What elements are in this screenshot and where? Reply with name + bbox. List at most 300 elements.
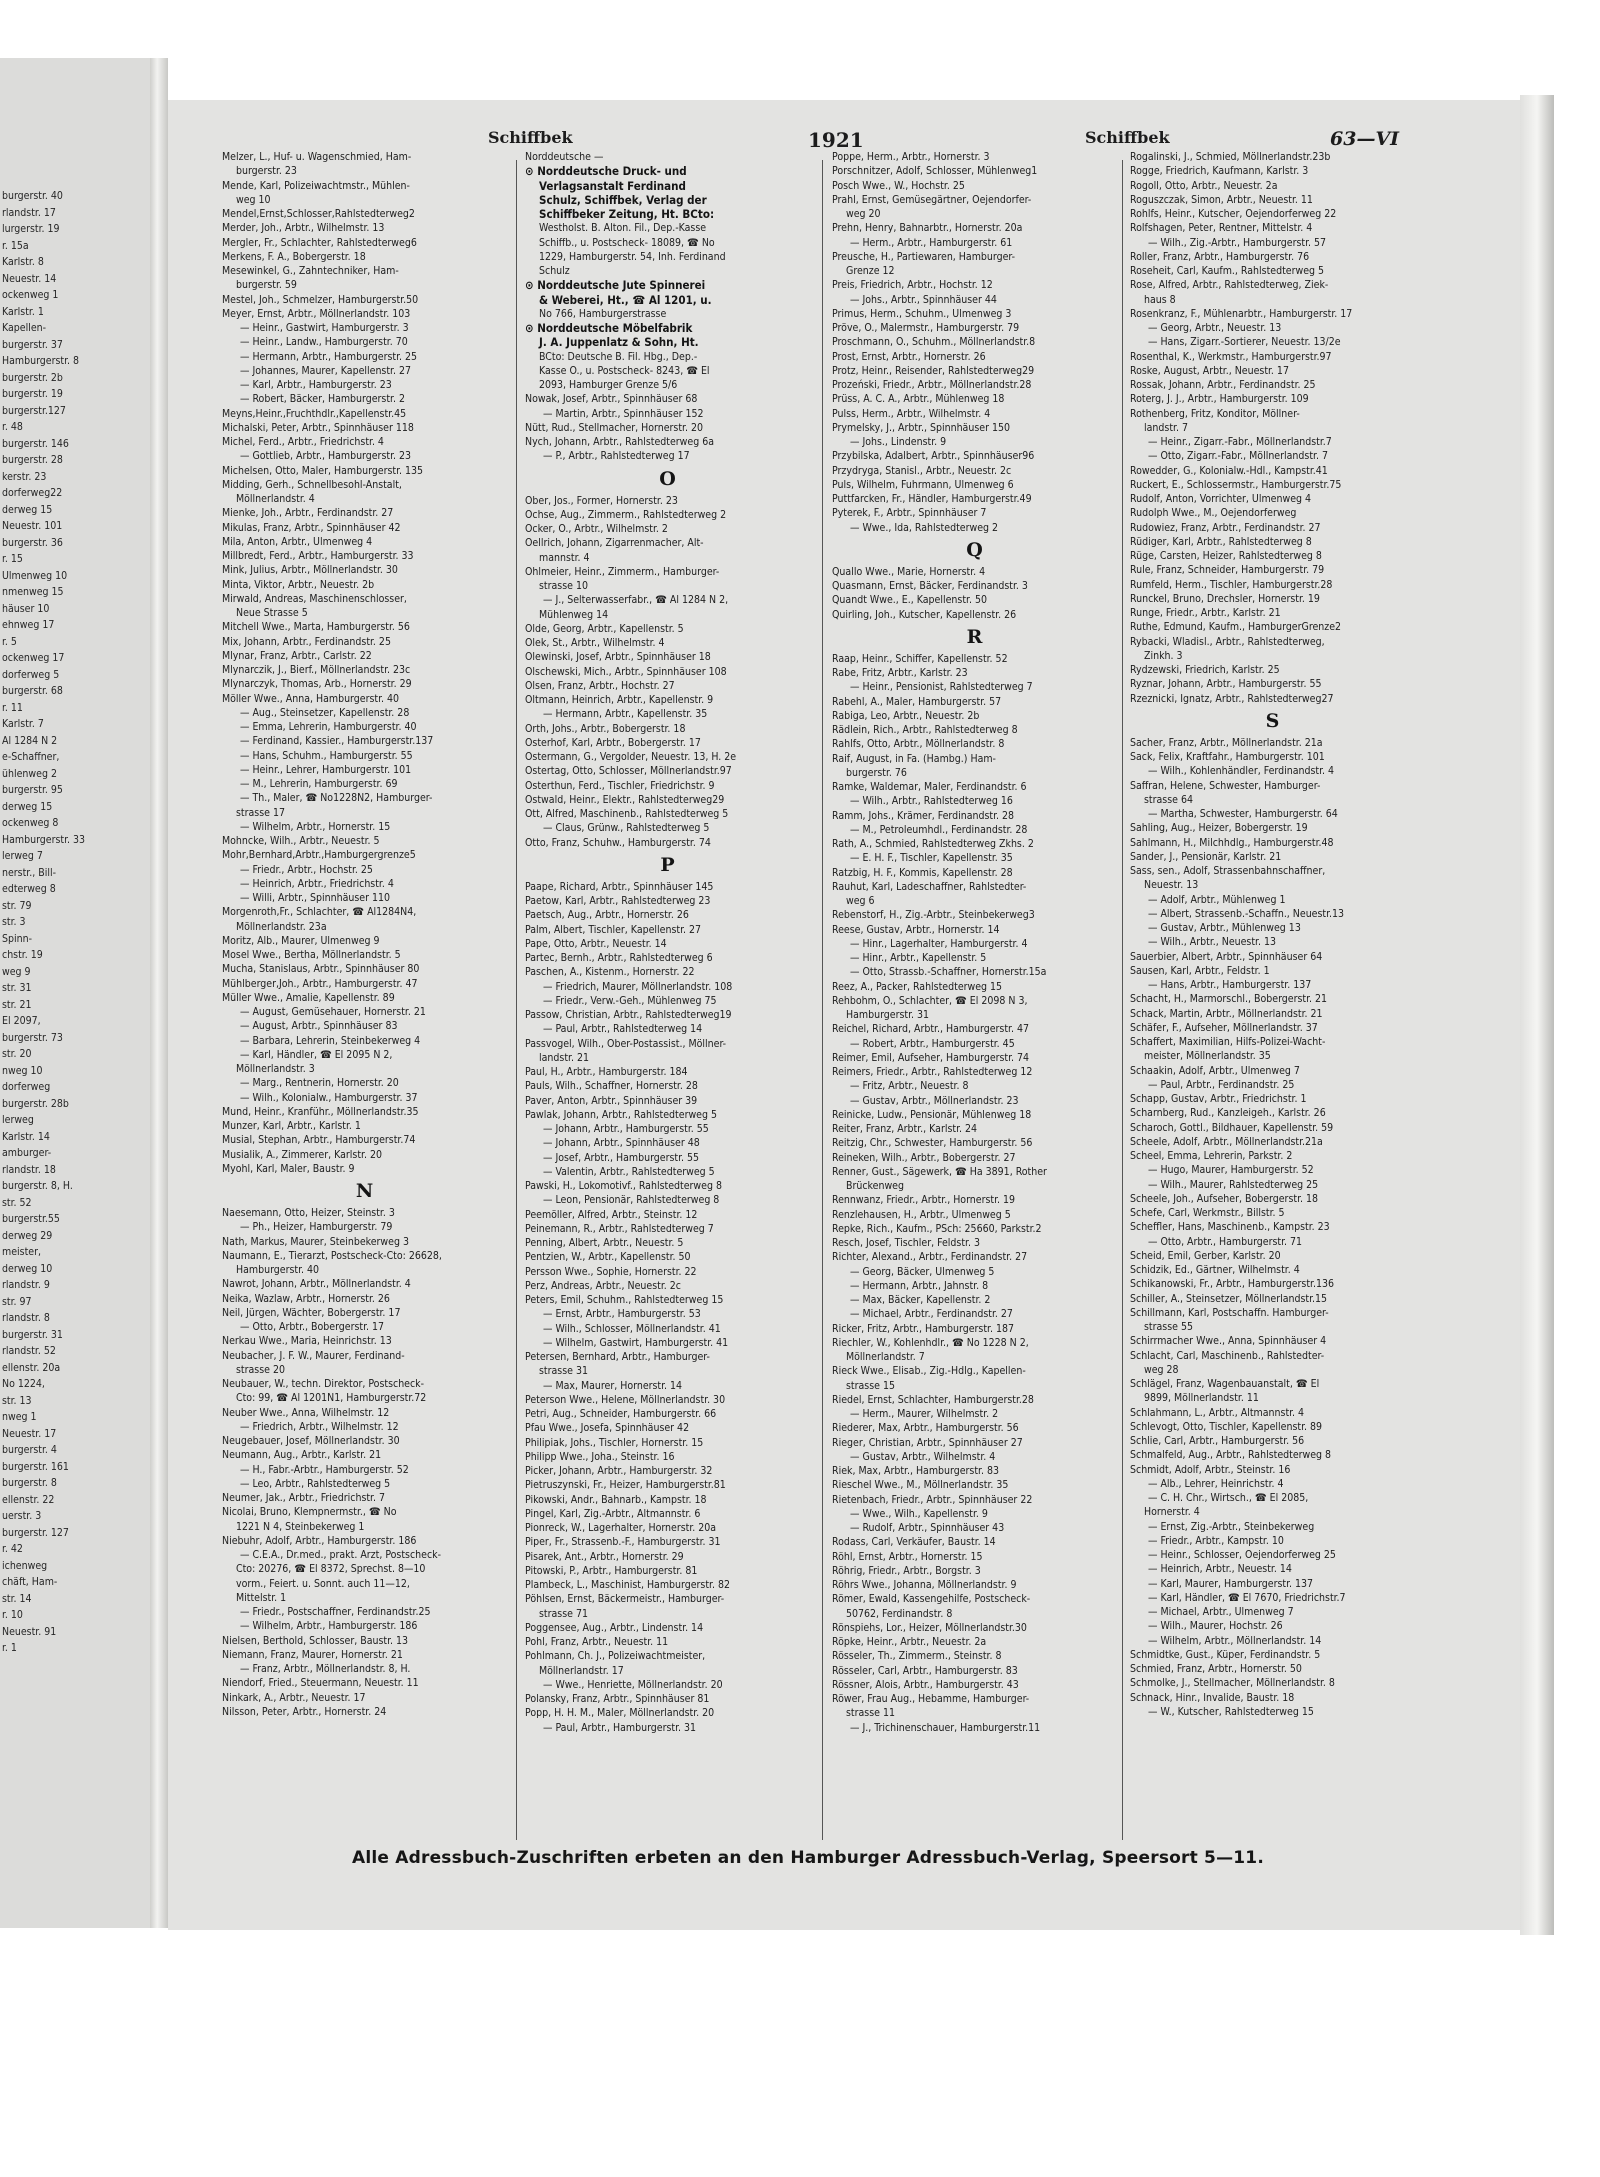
directory-entry: Schmied, Franz, Arbtr., Hornerstr. 50 <box>1130 1663 1302 1675</box>
directory-entry: Scheel, Emma, Lehrerin, Parkstr. 2 <box>1130 1150 1293 1162</box>
fragment-line: Spinn- <box>2 932 33 945</box>
directory-entry: — Otto, Zigarr.-Fabr., Möllnerlandstr. 7 <box>1148 450 1328 463</box>
fragment-line: rlandstr. 18 <box>2 1163 56 1176</box>
directory-entry: Petersen, Bernhard, Arbtr., Hamburger- <box>525 1351 710 1363</box>
directory-entry: — Ph., Heizer, Hamburgerstr. 79 <box>240 1221 393 1234</box>
book-gutter <box>150 58 168 1928</box>
fragment-line: r. 48 <box>2 421 23 433</box>
directory-entry: Oellrich, Johann, Zigarrenmacher, Alt- <box>525 537 704 550</box>
fragment-line: burgerstr.55 <box>2 1213 60 1225</box>
directory-entry: Quasmann, Ernst, Bäcker, Ferdinandstr. 3 <box>832 580 1028 592</box>
directory-entry: Proschmann, O., Schuhm., Möllnerlandstr.8 <box>832 336 1036 349</box>
directory-entry: Pawlak, Johann, Arbtr., Rahlstedterweg 5 <box>525 1108 718 1121</box>
directory-entry: Sausen, Karl, Arbtr., Feldstr. 1 <box>1130 964 1270 977</box>
directory-entry: Schack, Martin, Arbtr., Möllnerlandstr. 21 <box>1130 1007 1323 1020</box>
directory-entry: Quirling, Joh., Kutscher, Kapellenstr. 26 <box>832 608 1017 621</box>
directory-entry: — Friedr., Arbtr., Kampstr. 10 <box>1148 1534 1284 1547</box>
directory-entry: Orth, Johs., Arbtr., Bobergerstr. 18 <box>525 722 686 735</box>
directory-entry: Schapp, Gustav, Arbtr., Friedrichstr. 1 <box>1130 1093 1307 1105</box>
fragment-line: r. 42 <box>2 1543 23 1555</box>
entry-continuation: Brückenweg <box>846 1180 904 1192</box>
fragment-line: lerweg 7 <box>2 850 43 862</box>
directory-entry: Neumer, Jak., Arbtr., Friedrichstr. 7 <box>222 1492 385 1504</box>
directory-entry: Rieck Wwe., Elisab., Zig.-Hdlg., Kapellen- <box>832 1365 1026 1378</box>
directory-entry: — Johs., Arbtr., Spinnhäuser 44 <box>850 293 997 306</box>
directory-entry: Rietenbach, Friedr., Arbtr., Spinnhäuser 22 <box>832 1493 1033 1506</box>
page-edge <box>1520 95 1554 1935</box>
directory-entry: — Rudolf, Arbtr., Spinnhäuser 43 <box>850 1522 1005 1534</box>
fragment-line: burgerstr. 127 <box>2 1526 69 1539</box>
directory-entry: Rumfeld, Herm., Tischler, Hamburgerstr.28 <box>1130 578 1333 591</box>
directory-entry: Mosel Wwe., Bertha, Möllnerlandstr. 5 <box>222 949 401 961</box>
directory-entry: Ochse, Aug., Zimmerm., Rahlstedterweg 2 <box>525 508 727 521</box>
directory-entry: Müller Wwe., Amalie, Kapellenstr. 89 <box>222 991 395 1004</box>
directory-entry: Ramm, Johs., Krämer, Ferdinandstr. 28 <box>832 809 1015 822</box>
directory-entry: — Hans, Schuhm., Hamburgerstr. 55 <box>240 749 413 762</box>
directory-entry: Rule, Franz, Schneider, Hamburgerstr. 79 <box>1130 564 1325 577</box>
fragment-line: No 1224, <box>2 1378 45 1390</box>
directory-entry: — Wilhelm, Arbtr., Möllnerlandstr. 14 <box>1148 1634 1322 1647</box>
directory-entry: — Ernst, Zig.-Arbtr., Steinbekerweg <box>1148 1520 1315 1533</box>
directory-entry: Posch Wwe., W., Hochstr. 25 <box>832 179 965 192</box>
fragment-line: rlandstr. 9 <box>2 1279 50 1291</box>
directory-entry: Paschen, A., Kistenm., Hornerstr. 22 <box>525 966 695 979</box>
fragment-line: edterweg 8 <box>2 883 56 895</box>
directory-entry: Mink, Julius, Arbtr., Möllnerlandstr. 30 <box>222 564 398 577</box>
fragment-line: Karlstr. 14 <box>2 1130 50 1143</box>
directory-entry: Oltmann, Heinrich, Arbtr., Kapellenstr. 9 <box>525 694 714 706</box>
fragment-line: burgerstr.127 <box>2 404 66 417</box>
fragment-line: str. 52 <box>2 1196 32 1209</box>
directory-entry: Poppe, Herm., Arbtr., Hornerstr. 3 <box>832 151 990 163</box>
directory-entry: — Alb., Lehrer, Heinrichstr. 4 <box>1148 1477 1284 1490</box>
directory-entry: Schmalfeld, Aug., Arbtr., Rahlstedterweg 8 <box>1130 1449 1332 1462</box>
directory-entry: Rüge, Carsten, Heizer, Rahlstedterweg 8 <box>1130 550 1322 562</box>
directory-entry: Neubauer, W., techn. Direktor, Postscheck- <box>222 1378 425 1390</box>
directory-entry: — Herm., Arbtr., Hamburgerstr. 61 <box>850 236 1013 249</box>
directory-entry: — Max, Bäcker, Kapellenstr. 2 <box>850 1294 991 1306</box>
fragment-line: Hamburgerstr. 33 <box>2 833 86 846</box>
directory-entry: Mitchell Wwe., Marta, Hamburgerstr. 56 <box>222 621 410 634</box>
fragment-line: dorferweg22 <box>2 487 63 499</box>
fragment-line: meister, <box>2 1246 41 1258</box>
directory-entry: Rosenkranz, F., Mühlenarbtr., Hamburgerstr. 17 <box>1130 307 1353 320</box>
directory-entry: Norddeutsche — <box>525 151 604 163</box>
directory-entry: Paetow, Karl, Arbtr., Rahlstedterweg 23 <box>525 895 711 907</box>
entry-continuation: Mühlenweg 14 <box>539 608 609 621</box>
directory-entry: Schaakin, Adolf, Arbtr., Ulmenweg 7 <box>1130 1064 1300 1077</box>
directory-entry: Reineken, Wilh., Arbtr., Bobergerstr. 27 <box>832 1151 1016 1164</box>
directory-entry: Rudowiez, Franz, Arbtr., Ferdinandstr. 27 <box>1130 521 1321 534</box>
directory-entry: Meyns,Heinr.,Fruchthdlr.,Kapellenstr.45 <box>222 407 407 420</box>
fragment-line: burgerstr. 28 <box>2 454 63 466</box>
directory-entry: — Heinr., Pensionist, Rahlstedterweg 7 <box>850 681 1033 694</box>
directory-entry: Scharoch, Gottl., Bildhauer, Kapellenstr. 59 <box>1130 1121 1334 1134</box>
running-head-year: 1921 <box>808 128 864 152</box>
entry-continuation: strasse 11 <box>846 1707 895 1720</box>
fragment-line: burgerstr. 28b <box>2 1097 69 1110</box>
fragment-line: str. 3 <box>2 916 26 928</box>
directory-entry: Roske, August, Arbtr., Neuestr. 17 <box>1130 364 1289 377</box>
directory-entry: — Robert, Arbtr., Hamburgerstr. 45 <box>850 1037 1015 1050</box>
directory-entry: Schaffert, Maximilian, Hilfs-Polizei-Wacht- <box>1130 1036 1326 1048</box>
directory-entry: Olde, Georg, Arbtr., Kapellenstr. 5 <box>525 622 684 635</box>
directory-entry: Mlynarczik, J., Bierf., Möllnerlandstr. 23c <box>222 664 411 676</box>
fragment-line: burgerstr. 4 <box>2 1444 57 1456</box>
directory-entry: Rudolph Wwe., M., Oejendorferweg <box>1130 507 1297 520</box>
directory-entry: Runge, Friedr., Arbtr., Karlstr. 21 <box>1130 607 1281 619</box>
directory-entry: Rebenstorf, H., Zig.-Arbtr., Steinbekerweg3 <box>832 909 1035 922</box>
fragment-line: burgerstr. 31 <box>2 1328 63 1341</box>
section-letter: R <box>966 625 983 648</box>
directory-entry: Partec, Bernh., Arbtr., Rahlstedterweg 6 <box>525 952 713 964</box>
entry-continuation: landstr. 7 <box>1144 421 1188 434</box>
directory-entry: Poggensee, Aug., Arbtr., Lindenstr. 14 <box>525 1621 704 1634</box>
directory-entry: — Herm., Maurer, Wilhelmstr. 2 <box>850 1408 999 1420</box>
directory-entry: — Georg, Bäcker, Ulmenweg 5 <box>850 1265 995 1278</box>
directory-entry: — Wilhelm, Arbtr., Hamburgerstr. 186 <box>240 1620 418 1633</box>
directory-entry: — Friedr., Arbtr., Hochstr. 25 <box>240 863 373 876</box>
directory-entry: Riek, Max, Arbtr., Hamburgerstr. 83 <box>832 1465 999 1477</box>
fragment-line: chäft, Ham- <box>2 1576 58 1588</box>
directory-entry: Ramke, Waldemar, Maler, Ferdinandstr. 6 <box>832 781 1027 793</box>
directory-entry: Osterthun, Ferd., Tischler, Friedrichstr. 9 <box>525 779 715 792</box>
section-letter: O <box>659 467 676 490</box>
entry-continuation: strasse 15 <box>846 1379 895 1392</box>
fragment-line: derweg 29 <box>2 1229 53 1242</box>
fragment-line: burgerstr. 95 <box>2 784 63 796</box>
directory-entry: Möller Wwe., Anna, Hamburgerstr. 40 <box>222 692 400 705</box>
directory-entry: — Fritz, Arbtr., Neuestr. 8 <box>850 1080 969 1093</box>
entry-continuation: No 766, Hamburgerstrasse <box>539 307 667 320</box>
directory-entry: Ryznar, Johann, Arbtr., Hamburgerstr. 55 <box>1130 678 1322 691</box>
directory-entry: — Claus, Grünw., Rahlstedterweg 5 <box>543 822 710 835</box>
directory-entry: Ostertag, Otto, Schlosser, Möllnerlandstr.97 <box>525 765 732 778</box>
directory-entry: — Gustav, Arbtr., Wilhelmstr. 4 <box>850 1450 996 1463</box>
entry-continuation: Neue Strasse 5 <box>236 607 308 619</box>
directory-entry: Munzer, Karl, Arbtr., Karlstr. 1 <box>222 1120 361 1132</box>
directory-entry: Midding, Gerh., Schnellbesohl-Anstalt, <box>222 478 402 491</box>
company-advert-line: J. A. Juppenlatz & Sohn, Ht. <box>539 335 699 350</box>
directory-entry: Raap, Heinr., Schiffer, Kapellenstr. 52 <box>832 652 1008 665</box>
directory-entry: Plambeck, L., Maschinist, Hamburgerstr. 82 <box>525 1579 730 1591</box>
fragment-line: Neuestr. 17 <box>2 1427 57 1440</box>
directory-entry: — Johann, Arbtr., Hamburgerstr. 55 <box>543 1123 709 1135</box>
directory-entry: Scheele, Joh., Aufseher, Bobergerstr. 18 <box>1130 1192 1319 1205</box>
directory-entry: Roller, Franz, Arbtr., Hamburgerstr. 76 <box>1130 250 1310 263</box>
directory-entry: — Martha, Schwester, Hamburgerstr. 64 <box>1148 808 1338 820</box>
directory-entry: Rosenthal, K., Werkmstr., Hamburgerstr.97 <box>1130 350 1332 363</box>
fragment-line: e-Schaffner, <box>2 751 60 763</box>
directory-entry: Myohl, Karl, Maler, Baustr. 9 <box>222 1162 355 1175</box>
directory-entry: Reitzig, Chr., Schwester, Hamburgerstr. 56 <box>832 1137 1033 1150</box>
directory-entry: Mohncke, Wilh., Arbtr., Neuestr. 5 <box>222 835 380 847</box>
directory-entry: Pöhlsen, Ernst, Bäckermeistr., Hamburger- <box>525 1593 725 1606</box>
directory-entry: Preusche, H., Partiewaren, Hamburger- <box>832 250 1016 263</box>
entry-continuation: burgerstr. 23 <box>236 165 297 178</box>
directory-entry: — Franz, Arbtr., Möllnerlandstr. 8, H. <box>240 1663 411 1675</box>
company-advert-line: Verlagsanstalt Ferdinand <box>539 178 686 193</box>
directory-entry: Merkens, F. A., Bobergerstr. 18 <box>222 250 366 263</box>
directory-entry: Pentzien, W., Arbtr., Kapellenstr. 50 <box>525 1251 691 1264</box>
directory-entry: Puttfarcken, Fr., Händler, Hamburgerstr.49 <box>832 493 1032 505</box>
entry-continuation: Mittelstr. 1 <box>236 1591 287 1604</box>
directory-entry: Pingel, Karl, Zig.-Arbtr., Altmannstr. 6 <box>525 1507 701 1520</box>
directory-entry: — Wilhelm, Arbtr., Hornerstr. 15 <box>240 820 391 833</box>
left-page-fragment <box>0 58 160 1928</box>
fragment-line: ockenweg 17 <box>2 652 65 664</box>
directory-entry: — Wwe., Ida, Rahlstedterweg 2 <box>850 521 999 534</box>
entry-continuation: haus 8 <box>1144 293 1176 306</box>
fragment-line: amburger- <box>2 1147 52 1159</box>
fragment-line: ellenstr. 22 <box>2 1493 55 1506</box>
fragment-line: str. 31 <box>2 982 32 994</box>
fragment-line: ichenweg <box>2 1559 48 1572</box>
directory-entry: Runckel, Bruno, Drechsler, Hornerstr. 19 <box>1130 592 1320 605</box>
directory-entry: Reinicke, Ludw., Pensionär, Mühlenweg 18 <box>832 1108 1032 1121</box>
directory-entry: Schlie, Carl, Arbtr., Hamburgerstr. 56 <box>1130 1435 1305 1447</box>
directory-entry: Picker, Johann, Arbtr., Hamburgerstr. 32 <box>525 1465 713 1477</box>
entry-continuation: strasse 17 <box>236 806 285 819</box>
directory-entry: Rothenberg, Fritz, Konditor, Möllner- <box>1130 407 1300 420</box>
fragment-line: Kapellen- <box>2 322 47 334</box>
entry-continuation: vorm., Feiert. u. Sonnt. auch 11—12, <box>236 1577 410 1590</box>
directory-entry: Riedel, Ernst, Schlachter, Hamburgerstr.28 <box>832 1393 1034 1406</box>
directory-entry: Petri, Aug., Schneider, Hamburgerstr. 66 <box>525 1408 717 1420</box>
directory-entry: — Ferdinand, Kassier., Hamburgerstr.137 <box>240 735 434 748</box>
directory-entry: Reichel, Richard, Arbtr., Hamburgerstr. 47 <box>832 1023 1029 1036</box>
directory-entry: — Wilh., Maurer, Rahlstedterweg 25 <box>1148 1178 1319 1191</box>
directory-entry: — Hermann, Arbtr., Hamburgerstr. 25 <box>240 350 418 363</box>
fragment-line: dorferweg <box>2 1081 51 1093</box>
directory-entry: Raif, August, in Fa. (Hambg.) Ham- <box>832 752 996 765</box>
directory-entry: Schirrmacher Wwe., Anna, Spinnhäuser 4 <box>1130 1335 1327 1348</box>
directory-entry: — Karl, Maurer, Hamburgerstr. 137 <box>1148 1577 1314 1590</box>
entry-continuation: burgerstr. 76 <box>846 766 907 779</box>
directory-entry: — Gottlieb, Arbtr., Hamburgerstr. 23 <box>240 450 411 463</box>
directory-entry: Ober, Jos., Former, Hornerstr. 23 <box>525 494 678 507</box>
directory-entry: Peemöller, Alfred, Arbtr., Steinstr. 12 <box>525 1208 698 1221</box>
directory-entry: Passow, Christian, Arbtr., Rahlstedterweg19 <box>525 1009 732 1021</box>
directory-entry: Pröve, O., Malermstr., Hamburgerstr. 79 <box>832 322 1020 334</box>
entry-continuation: strasse 55 <box>1144 1321 1193 1333</box>
directory-entry: — Barbara, Lehrerin, Steinbekerweg 4 <box>240 1034 421 1047</box>
directory-entry: Riechler, W., Kohlenhdlr., ☎ No 1228 N 2, <box>832 1336 1029 1349</box>
directory-entry: — Heinrich, Arbtr., Friedrichstr. 4 <box>240 877 394 890</box>
directory-entry: Mucha, Stanislaus, Arbtr., Spinnhäuser 80 <box>222 963 420 976</box>
directory-entry: Quandt Wwe., E., Kapellenstr. 50 <box>832 594 987 607</box>
directory-entry: — Wilh., Arbtr., Rahlstedterweg 16 <box>850 795 1013 808</box>
directory-entry: Rädlein, Rich., Arbtr., Rahlstedterweg 8 <box>832 724 1018 736</box>
directory-entry: Neugebauer, Josef, Möllnerlandstr. 30 <box>222 1435 400 1447</box>
directory-entry: Schnack, Hinr., Invalide, Baustr. 18 <box>1130 1691 1295 1704</box>
directory-entry: Osterhof, Karl, Arbtr., Bobergerstr. 17 <box>525 736 701 749</box>
directory-entry: Ostermann, G., Vergolder, Neuestr. 13, H. 2e <box>525 751 737 763</box>
directory-entry: — J., Selterwasserfabr., ☎ Al 1284 N 2, <box>543 594 729 607</box>
directory-entry: Mix, Johann, Arbtr., Ferdinandstr. 25 <box>222 635 391 648</box>
entry-continuation: weg 6 <box>846 895 875 907</box>
directory-entry: Renner, Gust., Sägewerk, ☎ Ha 3891, Rother <box>832 1165 1047 1178</box>
directory-entry: — Heinr., Zigarr.-Fabr., Möllnerlandstr.7 <box>1148 436 1332 448</box>
directory-entry: Primus, Herm., Schuhm., Ulmenweg 3 <box>832 307 1012 320</box>
directory-entry: — Friedr., Verw.-Geh., Mühlenweg 75 <box>543 994 717 1007</box>
directory-entry: — Hinr., Arbtr., Kapellenstr. 5 <box>850 952 987 964</box>
directory-entry: Rösseler, Carl, Arbtr., Hamburgerstr. 83 <box>832 1664 1018 1677</box>
directory-entry: Resch, Josef, Tischler, Feldstr. 3 <box>832 1237 980 1249</box>
directory-entry: Olschewski, Mich., Arbtr., Spinnhäuser 108 <box>525 665 727 678</box>
fragment-line: burgerstr. 40 <box>2 190 63 202</box>
directory-entry: Perz, Andreas, Arbtr., Neuestr. 2c <box>525 1279 681 1292</box>
entry-continuation: Möllnerlandstr. 17 <box>539 1664 624 1677</box>
fragment-line: burgerstr. 2b <box>2 371 63 384</box>
company-advert-line: ⊙ Norddeutsche Möbelfabrik <box>525 321 693 335</box>
directory-entry: Repke, Rich., Kaufm., PSch: 25660, Parkstr.2 <box>832 1222 1042 1235</box>
fragment-line: ühlenweg 2 <box>2 767 57 780</box>
fragment-line: nerstr., Bill- <box>2 866 56 879</box>
fragment-line: Karlstr. 7 <box>2 718 44 730</box>
fragment-line: burgerstr. 8, H. <box>2 1180 73 1192</box>
directory-entry: Rieger, Christian, Arbtr., Spinnhäuser 27 <box>832 1436 1023 1449</box>
directory-entry: Röwer, Frau Aug., Hebamme, Hamburger- <box>832 1693 1030 1705</box>
company-advert-line: ⊙ Norddeutsche Druck- und <box>525 164 687 179</box>
directory-entry: Morgenroth,Fr., Schlachter, ☎ Al1284N4, <box>222 906 417 919</box>
directory-entry: Nütt, Rud., Stellmacher, Hornerstr. 20 <box>525 421 703 434</box>
directory-entry: Pulss, Herm., Arbtr., Wilhelmstr. 4 <box>832 407 991 420</box>
directory-entry: Niemann, Franz, Maurer, Hornerstr. 21 <box>222 1648 403 1661</box>
directory-entry: Musialik, A., Zimmerer, Karlstr. 20 <box>222 1148 382 1161</box>
entry-continuation: strasse 64 <box>1144 793 1193 806</box>
directory-entry: Richter, Alexand., Arbtr., Ferdinandstr. 27 <box>832 1251 1028 1264</box>
directory-entry: — Paul, Arbtr., Hamburgerstr. 31 <box>543 1721 697 1734</box>
directory-entry: Nielsen, Berthold, Schlosser, Baustr. 13 <box>222 1634 409 1647</box>
directory-column-4 <box>1130 150 1415 1719</box>
directory-entry: Puls, Wilhelm, Fuhrmann, Ulmenweg 6 <box>832 478 1014 491</box>
directory-entry: Mirwald, Andreas, Maschinenschlosser, <box>222 592 407 605</box>
directory-entry: Schacht, H., Marmorschl., Bobergerstr. 21 <box>1130 993 1328 1006</box>
directory-entry: — C. H. Chr., Wirtsch., ☎ El 2085, <box>1148 1492 1309 1504</box>
directory-entry: Neuber Wwe., Anna, Wilhelmstr. 12 <box>222 1406 390 1419</box>
directory-entry: — P., Arbtr., Rahlstedterweg 17 <box>543 450 690 463</box>
directory-entry: Ohlmeier, Heinr., Zimmerm., Hamburger- <box>525 565 720 578</box>
directory-entry: Mienke, Joh., Arbtr., Ferdinandstr. 27 <box>222 507 394 520</box>
directory-entry: — Johs., Lindenstr. 9 <box>850 436 947 448</box>
directory-entry: Sauerbier, Albert, Arbtr., Spinnhäuser 64 <box>1130 950 1323 963</box>
directory-entry: Rehbohm, O., Schlachter, ☎ El 2098 N 3, <box>832 994 1028 1007</box>
directory-entry: Rowedder, G., Kolonialw.-Hdl., Kampstr.41 <box>1130 464 1328 477</box>
section-letter: Q <box>966 538 983 561</box>
company-advert-line: Schiffbeker Zeitung, Ht. BCto: <box>539 207 715 221</box>
directory-entry: — Th., Maler, ☎ No1228N2, Hamburger- <box>240 792 433 805</box>
fragment-line: str. 79 <box>2 899 32 912</box>
fragment-line: Karlstr. 8 <box>2 256 44 268</box>
directory-entry: — Karl, Arbtr., Hamburgerstr. 23 <box>240 379 392 391</box>
directory-entry: Ostwald, Heinr., Elektr., Rahlstedterweg29 <box>525 793 725 806</box>
fragment-line: burgerstr. 146 <box>2 437 69 450</box>
fragment-line: Neuestr. 14 <box>2 272 57 285</box>
fragment-line: derweg 10 <box>2 1262 53 1275</box>
directory-entry: Minta, Viktor, Arbtr., Neuestr. 2b <box>222 578 375 591</box>
column-rule <box>516 160 517 1840</box>
directory-entry: Reez, A., Packer, Rahlstedterweg 15 <box>832 980 1003 993</box>
directory-entry: Rüdiger, Karl, Arbtr., Rahlstedterweg 8 <box>1130 535 1312 548</box>
directory-entry: — J., Trichinenschauer, Hamburgerstr.11 <box>850 1721 1041 1734</box>
directory-entry: Rossak, Johann, Arbtr., Ferdinandstr. 25 <box>1130 379 1316 391</box>
entry-continuation: Schiffb., u. Postscheck- 18089, ☎ No <box>539 236 715 249</box>
directory-entry: Pohl, Franz, Arbtr., Neuestr. 11 <box>525 1636 669 1648</box>
fragment-line: uerstr. 3 <box>2 1510 42 1522</box>
directory-entry: Neika, Wazlaw, Arbtr., Hornerstr. 26 <box>222 1292 390 1305</box>
directory-entry: Rogoll, Otto, Arbtr., Neuestr. 2a <box>1130 179 1278 192</box>
fragment-line: kerstr. 23 <box>2 470 47 483</box>
fragment-line: str. 13 <box>2 1394 32 1407</box>
fragment-line: burgerstr. 8 <box>2 1477 57 1489</box>
fragment-line: ellenstr. 20a <box>2 1361 61 1374</box>
entry-continuation: Möllnerlandstr. 23a <box>236 920 327 933</box>
fragment-line: str. 20 <box>2 1048 32 1060</box>
directory-entry: Prahl, Ernst, Gemüsegärtner, Oejendorfer- <box>832 193 1032 206</box>
entry-continuation: 2093, Hamburger Grenze 5/6 <box>539 379 678 391</box>
directory-entry: Pfau Wwe., Josefa, Spinnhäuser 42 <box>525 1422 690 1435</box>
directory-entry: Nawrot, Johann, Arbtr., Möllnerlandstr. 4 <box>222 1278 411 1291</box>
directory-entry: Mendel,Ernst,Schlosser,Rahlstedterweg2 <box>222 208 415 220</box>
directory-entry: Passvogel, Wilh., Ober-Postassist., Möllner- <box>525 1037 727 1050</box>
directory-entry: — Otto, Arbtr., Hamburgerstr. 71 <box>1148 1235 1303 1248</box>
directory-entry: Nicolai, Bruno, Klempnermstr., ☎ No <box>222 1506 397 1519</box>
directory-entry: — Leo, Arbtr., Rahlstedterweg 5 <box>240 1477 391 1490</box>
directory-entry: Reimers, Friedr., Arbtr., Rahlstedterweg 12 <box>832 1066 1033 1078</box>
directory-entry: Prehn, Henry, Bahnarbtr., Hornerstr. 20a <box>832 222 1023 235</box>
fragment-line: r. 11 <box>2 701 23 714</box>
directory-entry: Penning, Albert, Arbtr., Neuestr. 5 <box>525 1237 684 1249</box>
directory-entry: — E. H. F., Tischler, Kapellenstr. 35 <box>850 852 1013 865</box>
directory-entry: Rabiga, Leo, Arbtr., Neuestr. 2b <box>832 709 980 722</box>
directory-entry: Rösseler, Th., Zimmerm., Steinstr. 8 <box>832 1650 1002 1663</box>
directory-entry: Schlahmann, L., Arbtr., Altmannstr. 4 <box>1130 1406 1305 1419</box>
directory-entry: Rönspiehs, Lor., Heizer, Möllnerlandstr.30 <box>832 1621 1027 1634</box>
entry-continuation: weg 28 <box>1144 1363 1179 1376</box>
directory-entry: Michalski, Peter, Arbtr., Spinnhäuser 118 <box>222 421 414 434</box>
directory-entry: Scheffler, Hans, Maschinenb., Kampstr. 23 <box>1130 1221 1330 1234</box>
directory-entry: — Karl, Händler, ☎ El 7670, Friedrichstr.7 <box>1148 1591 1346 1604</box>
directory-entry: Mlynarczyk, Thomas, Arb., Hornerstr. 29 <box>222 678 412 691</box>
directory-entry: Rabe, Fritz, Arbtr., Karlstr. 23 <box>832 667 968 679</box>
directory-entry: Rudolf, Anton, Vorrichter, Ulmenweg 4 <box>1130 493 1312 505</box>
directory-entry: — Gustav, Arbtr., Möllnerlandstr. 23 <box>850 1094 1019 1107</box>
directory-entry: — Hermann, Arbtr., Jahnstr. 8 <box>850 1279 989 1292</box>
fragment-line: Hamburgerstr. 8 <box>2 355 80 367</box>
directory-entry: Sack, Felix, Kraftfahr., Hamburgerstr. 101 <box>1130 751 1325 763</box>
directory-entry: Roguszczak, Simon, Arbtr., Neuestr. 11 <box>1130 193 1313 206</box>
fragment-line: str. 97 <box>2 1295 32 1308</box>
directory-entry: Pisarek, Ant., Arbtr., Hornerstr. 29 <box>525 1550 684 1563</box>
directory-column-1 <box>222 150 507 1719</box>
directory-entry: — Wilh., Kolonialw., Hamburgerstr. 37 <box>240 1091 418 1104</box>
directory-column-3 <box>832 150 1117 1735</box>
entry-continuation: 50762, Ferdinandstr. 8 <box>846 1607 953 1620</box>
directory-entry: — Johann, Arbtr., Spinnhäuser 48 <box>543 1137 700 1150</box>
directory-entry: Pauls, Wilh., Schaffner, Hornerstr. 28 <box>525 1080 698 1093</box>
directory-entry: — Friedrich, Maurer, Möllnerlandstr. 108 <box>543 980 733 993</box>
directory-entry: Olewinski, Josef, Arbtr., Spinnhäuser 18 <box>525 651 711 664</box>
entry-continuation: landstr. 21 <box>539 1051 589 1064</box>
fragment-line: derweg 15 <box>2 800 53 813</box>
directory-entry: Nath, Markus, Maurer, Steinbekerweg 3 <box>222 1235 409 1248</box>
directory-entry: — Willi, Arbtr., Spinnhäuser 110 <box>240 892 391 904</box>
directory-entry: Mühlberger,Joh., Arbtr., Hamburgerstr. 47 <box>222 977 418 990</box>
entry-continuation: Westholst. B. Alton. Fil., Dep.-Kasse <box>539 222 707 235</box>
fragment-line: ehnweg 17 <box>2 619 55 631</box>
directory-entry: Reimer, Emil, Aufseher, Hamburgerstr. 74 <box>832 1051 1030 1064</box>
